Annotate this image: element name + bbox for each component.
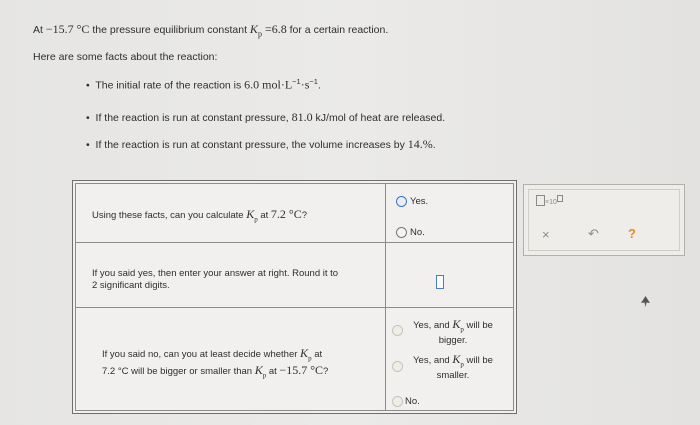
answer-tools-panel xyxy=(523,184,685,256)
fact-rate: • The initial rate of the reaction is 6.0 $mol\cdot L^{-1}\cdot s^{-1}$. xyxy=(86,77,321,92)
radio-yes-smaller[interactable] xyxy=(392,361,403,372)
help-icon[interactable]: ? xyxy=(628,226,636,241)
intro-text: At −15.7 °C the pressure equilibrium constant $K_p =6.8$ for a certain reaction. xyxy=(33,22,389,39)
row-divider xyxy=(76,307,513,308)
radio-yes-bigger[interactable] xyxy=(392,325,403,336)
question-3-text: If you said no, can you at least decide whether $K_p$ at 7.2 °C will be bigger or smaller than $K_p$ at −15.7 °C? xyxy=(102,346,329,380)
option-no-label: No. xyxy=(410,227,425,238)
question-table-inner xyxy=(75,183,514,411)
column-divider xyxy=(385,184,386,410)
option-yes-bigger-label: Yes, and $K_p$ will be bigger. xyxy=(413,317,493,347)
times-ten-icon[interactable]: ×10 xyxy=(536,195,563,206)
question-2-text: If you said yes, then enter your answer at right. Round it to 2 significant digits. xyxy=(92,268,339,291)
undo-icon[interactable]: ↶ xyxy=(588,226,599,241)
question-table xyxy=(72,180,517,414)
fact-heat: • If the reaction is run at constant pressure, 81.0 kJ/mol of heat are released. xyxy=(86,110,446,124)
option-yes-label: Yes. xyxy=(410,196,429,207)
mouse-pointer-icon xyxy=(641,294,650,312)
radio-no-decide[interactable] xyxy=(392,396,403,407)
fact-volume: • If the reaction is run at constant pressure, the volume increases by 14.%. xyxy=(86,137,436,151)
option-no-decide-label: No. xyxy=(405,396,420,407)
radio-yes[interactable] xyxy=(396,196,407,207)
row-divider xyxy=(76,242,513,243)
answer-input[interactable] xyxy=(436,275,444,289)
facts-heading: Here are some facts about the reaction: xyxy=(33,51,218,63)
question-1-text: Using these facts, can you calculate $K_p$ at 7.2 °C? xyxy=(92,207,308,224)
clear-icon[interactable]: × xyxy=(542,227,550,242)
option-yes-smaller-label: Yes, and $K_p$ will be smaller. xyxy=(413,352,493,382)
radio-no[interactable] xyxy=(396,227,407,238)
